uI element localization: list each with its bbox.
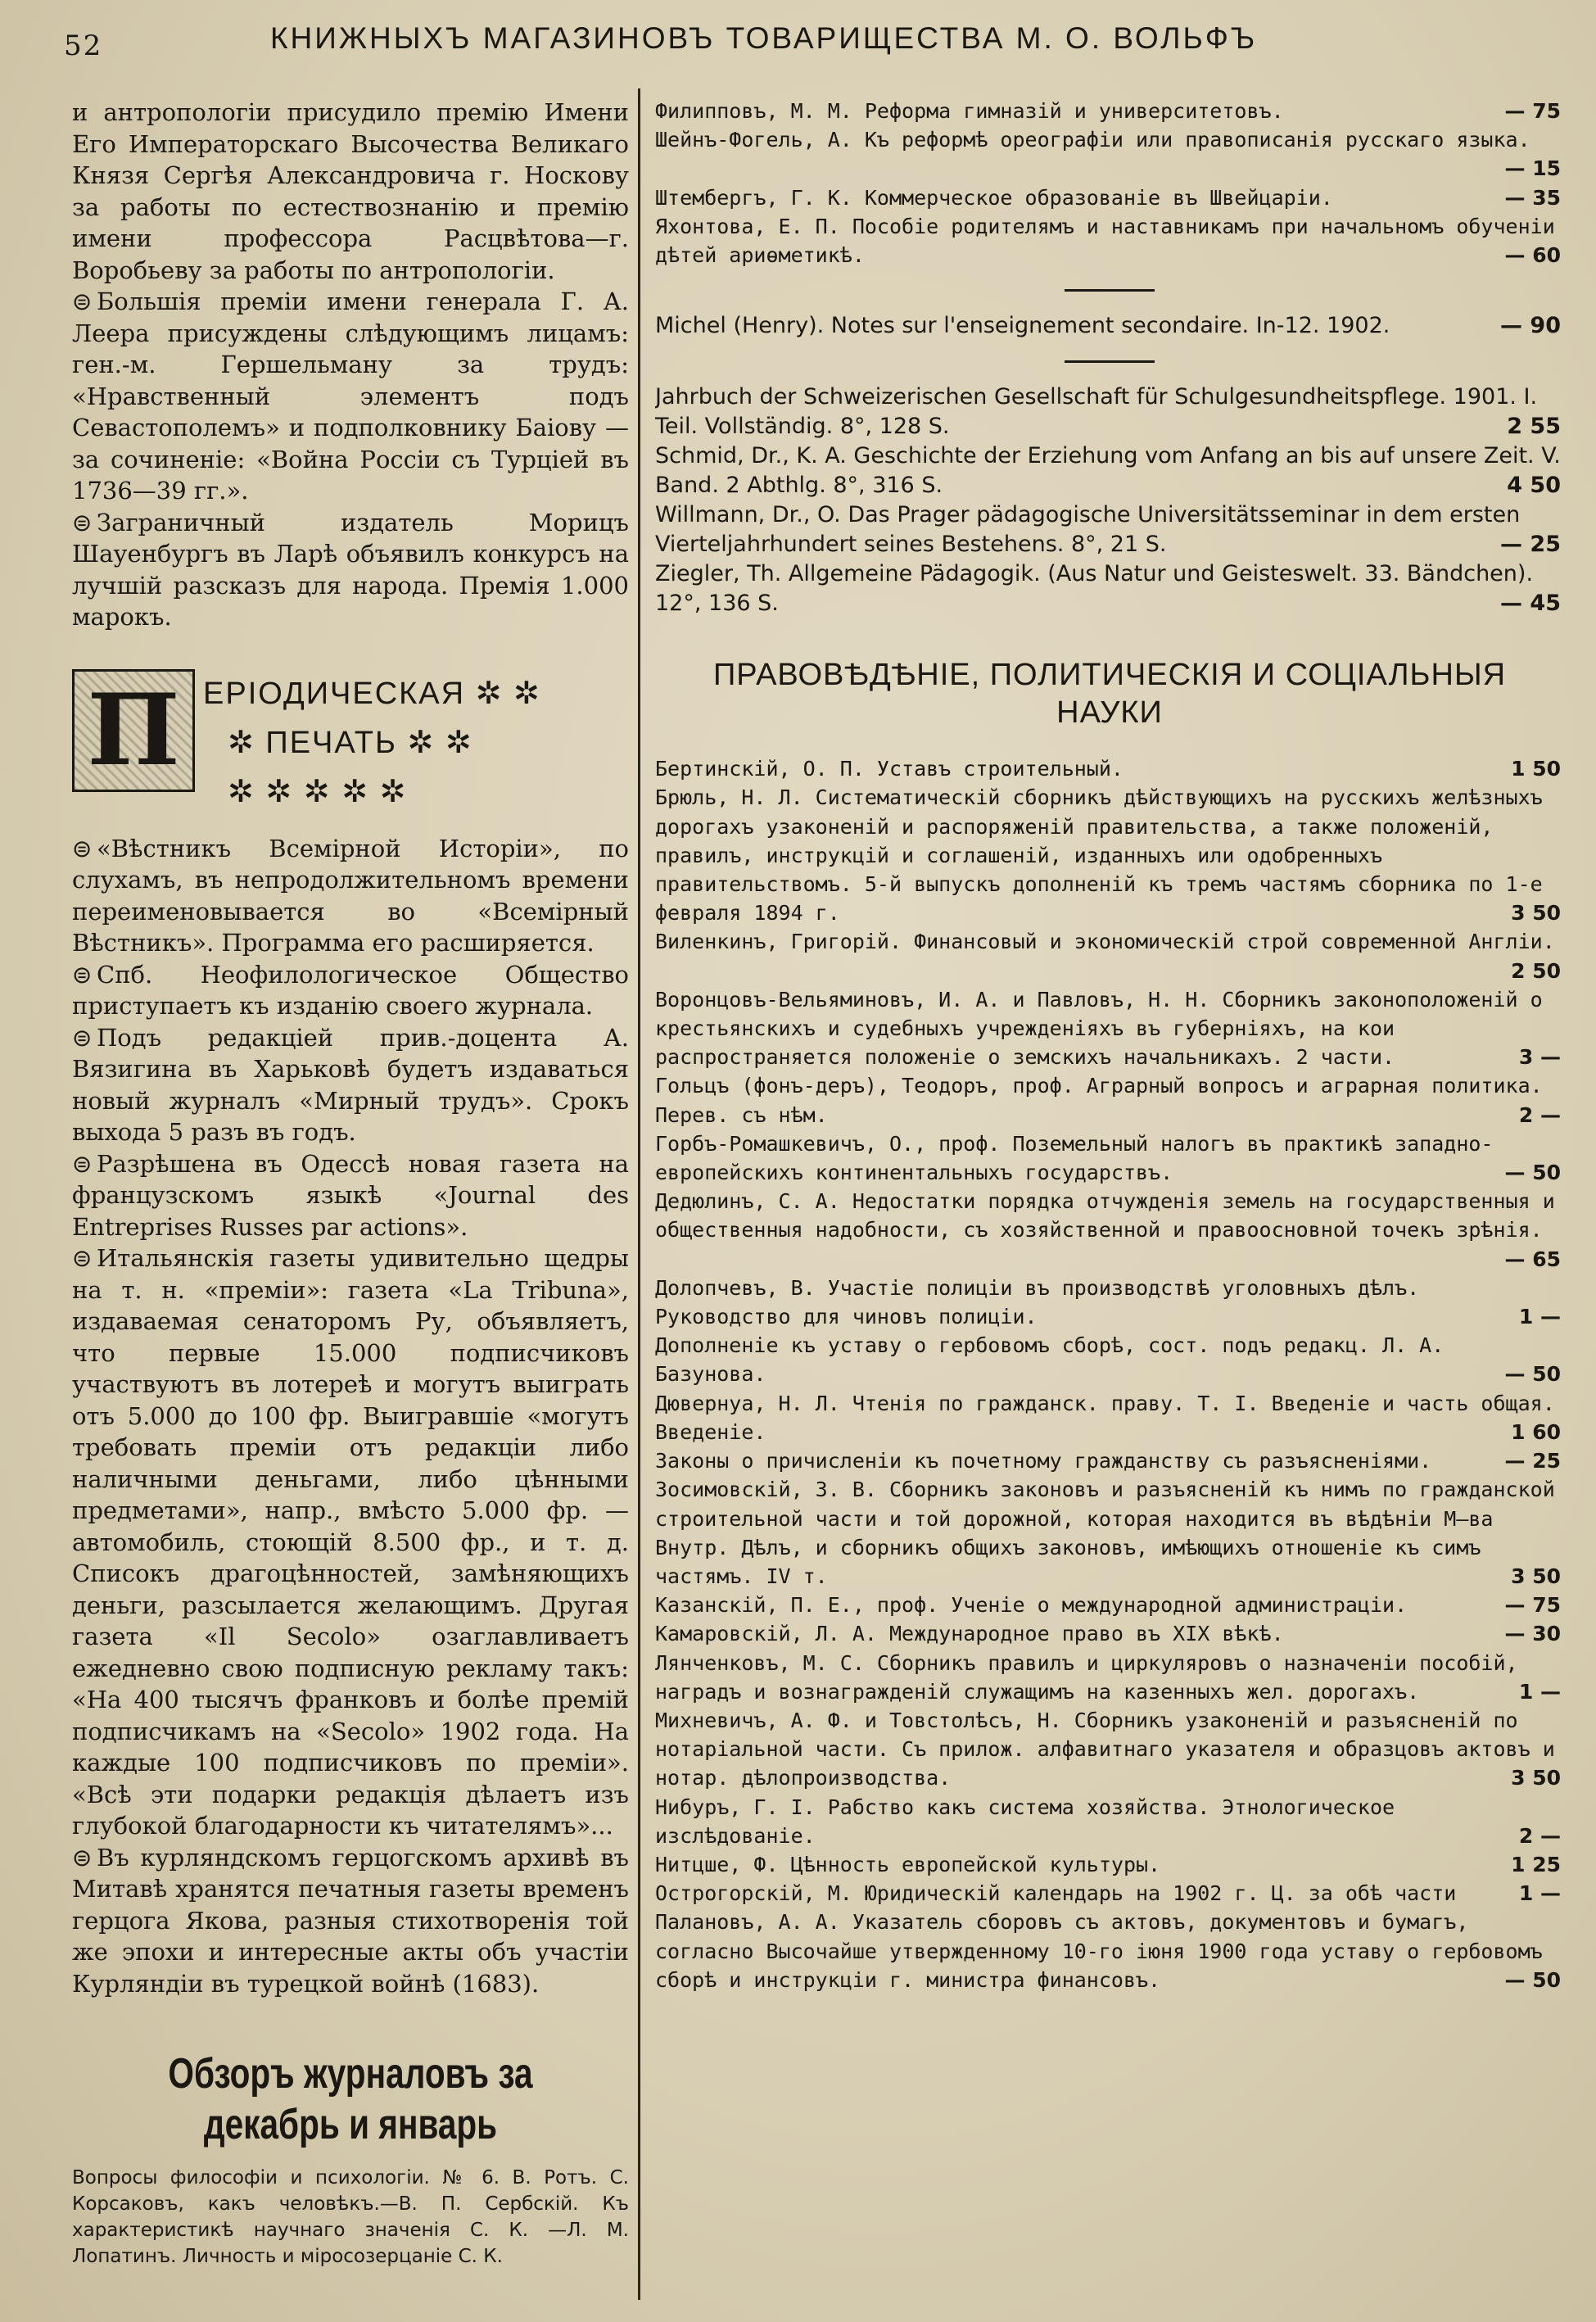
law-list — [655, 754, 1564, 1994]
catalog-entry — [655, 1850, 1564, 1879]
entry-text: Willmann, Dr., O. Das Prager pädagogische Universitätsseminar in dem ersten Vierteljahrhundert seines Bestehens. 8°, 21 S. — [655, 502, 1521, 558]
catalog-entry — [655, 1649, 1564, 1706]
page-number: 52 — [64, 29, 103, 62]
periodical-section-heading — [72, 669, 629, 808]
entry-text: Дювернуа, Н. Л. Чтенія по гражданск. праву. Т. I. Введеніе и часть общая. Введеніе. — [655, 1391, 1555, 1444]
entry-price: 1 — — [1518, 1305, 1561, 1329]
entry-price: 2 — — [1518, 1102, 1561, 1127]
catalog-entry — [655, 1879, 1564, 1908]
section-mark-icon: ⊜ — [72, 1244, 93, 1272]
german-list — [655, 382, 1564, 618]
column-divider — [638, 88, 640, 2300]
entry-price: 2 50 — [1511, 958, 1561, 983]
entry-text: Долопчевъ, В. Участіе полиціи въ производствѣ уголовныхъ дѣлъ. Руководство для чиновъ полиціи. — [655, 1275, 1420, 1329]
journals-text: Вопросы философіи и психологіи. № 6. В. Ротъ. С. Корсаковъ, какъ человѣкъ.—В. П. Сербскій. Къ характеристикѣ научнаго значенія С. К. —Л. М. Лопатинъ. Личность и міросозерцаніе С. К. — [72, 2167, 629, 2267]
entry-price: — 50 — [1504, 1967, 1561, 1992]
entry-text: Гольцъ (фонъ-деръ), Теодоръ, проф. Аграрный вопросъ и аграрная политика. Перев. съ нѣм. — [655, 1074, 1543, 1127]
catalog-entry — [655, 1331, 1564, 1388]
entry-text: Острогорскій, М. Юридическій календарь на 1902 г. Ц. за обѣ части — [655, 1881, 1457, 1906]
entry-price: — 45 — [1500, 591, 1561, 617]
entry-price: — 75 — [1504, 1593, 1561, 1618]
entry-text: Михневичъ, А. Ф. и Товстолѣсъ, Н. Сборникъ узаконеній и разъясненій по нотаріальной части. Съ прилож. алфавитнаго указателя и образцовъ актовъ и нотар. дѣлопроизводства. — [655, 1708, 1555, 1790]
catalog-entry — [655, 1591, 1564, 1619]
catalog-entry — [655, 1475, 1564, 1591]
entry-price: 2 — — [1518, 1823, 1561, 1848]
entry-price: 1 60 — [1511, 1419, 1561, 1444]
divider-rule — [1065, 289, 1155, 292]
entry-text: Казанскій, П. Е., проф. Ученіе о международной администраціи. — [655, 1593, 1408, 1618]
entry-text: Филипповъ, М. М. Реформа гимназій и университетовъ. — [655, 99, 1284, 123]
entry-text: Яхонтова, Е. П. Пособіе родителямъ и наставникамъ при начальномъ обученіи дѣтей ариѳметикѣ. — [655, 214, 1555, 268]
entry-text: Нитцше, Ф. Цѣнность европейской культуры. — [655, 1852, 1161, 1876]
entry-price: — 65 — [1504, 1247, 1561, 1271]
entry-text: Шейнъ-Фогель, А. Къ реформѣ ореографіи или правописанія русскаго языка. — [655, 128, 1530, 152]
catalog-entry — [655, 125, 1564, 183]
section-mark-icon: ⊜ — [72, 1843, 93, 1872]
catalog-entry — [655, 1619, 1564, 1648]
periodical-paragraph: ⊜ Итальянскія газеты удивительно щедры на т. н. «преміи»: газета «La Tribuna», издаваемая сенаторомъ Ру, объявляетъ, что первые 15.000 подписчиковъ участвуютъ въ лотереѣ и могутъ выиграть отъ 5.000 до 100 фр. Выигравшіе «могутъ требовать преміи отъ редакціи либо наличными деньгами, либо цѣнными предметами», напр., вмѣсто 5.000 фр. — автомобиль, стоющій 8.500 фр., и т. д. Списокъ драгоцѣнностей, замѣняющихъ деньги, разсылается желающимъ. Другая газета «Il Secolo» озаглавливаетъ ежедневно свою подписную рекламу такъ: «На 400 тысячъ франковъ и болѣе премій подписчикамъ на «Secolo» 1902 года. На каждые 100 подписчиковъ по преміи». «Всѣ эти подарки редакція дѣлаетъ изъ глубокой благодарности къ читателямъ»... — [72, 1244, 629, 1840]
catalog-entry — [655, 1129, 1564, 1187]
entry-text: Бертинскій, О. П. Уставъ строительный. — [655, 757, 1124, 781]
entry-price: 1 — — [1518, 1679, 1561, 1704]
section-mark-icon: ⊜ — [72, 1023, 93, 1052]
entry-price: 1 — — [1518, 1881, 1561, 1906]
left-column — [72, 97, 629, 2292]
entry-price: 1 25 — [1511, 1852, 1561, 1876]
catalog-entry — [655, 382, 1564, 441]
entry-price: — 60 — [1504, 243, 1561, 268]
catalog-entry — [655, 212, 1564, 269]
entry-price: — 75 — [1504, 99, 1561, 123]
entry-text: Палановъ, А. А. Указатель сборовъ съ актовъ, документовъ и бумагъ, согласно Высочайше утвержденному 10-го іюня 1900 года уставу о гербовомъ сборѣ и инструкціи г. министра финансовъ. — [655, 1910, 1543, 1992]
section-mark-icon: ⊜ — [72, 834, 93, 862]
entry-text: Воронцовъ-Вельяминовъ, И. А. и Павловъ, Н. Н. Сборникъ законоположеній о крестьянскихъ и судебныхъ учрежденіяхъ въ губерніяхъ, на кои распространяется положеніе о земскихъ начальникахъ. 2 части. — [655, 987, 1543, 1070]
catalog-entry — [655, 1908, 1564, 1994]
periodical-paragraph: ⊜ «Вѣстникъ Всемірной Исторіи», по слухамъ, въ непродолжительномъ времени переименовывается во «Всемірный Вѣстникъ». Программа его расширяется. — [72, 834, 629, 957]
entry-price: 3 50 — [1511, 1766, 1561, 1790]
entry-text: Горбъ-Ромашкевичъ, О., проф. Поземельный налогъ въ практикѣ западно-европейскихъ континентальныхъ государствъ. — [655, 1131, 1494, 1185]
catalog-entry — [655, 1071, 1564, 1129]
section-mark-icon: ⊜ — [72, 508, 93, 536]
entry-price: — 30 — [1504, 1622, 1561, 1646]
entry-text: Законы о причисленіи къ почетному гражданству съ разъясненіями. — [655, 1449, 1432, 1473]
catalog-entry — [655, 500, 1564, 559]
entry-price: — 35 — [1504, 185, 1561, 210]
entry-text: Дополненіе къ уставу о гербовомъ сборѣ, сост. подъ редакц. Л. А. Базунова. — [655, 1333, 1445, 1387]
entry-price: 3 — — [1518, 1045, 1561, 1070]
catalog-entry — [655, 1446, 1564, 1475]
entry-price: 1 50 — [1511, 757, 1561, 781]
entry-text: Виленкинъ, Григорій. Финансовый и экономическій строй современной Англіи. — [655, 930, 1555, 954]
section-mark-icon: ⊜ — [72, 960, 93, 989]
entry-text: Штембергъ, Г. К. Коммерческое образованіе въ Швейцаріи. — [655, 185, 1333, 210]
divider-rule — [1065, 360, 1155, 363]
ornamental-initial: П — [72, 669, 195, 792]
french-entry: Michel (Henry). Notes sur l'enseignement secondaire. In-12. 1902. — 90 — [655, 311, 1564, 341]
catalog-entry — [655, 985, 1564, 1072]
entry-text: Schmid, Dr., K. A. Geschichte der Erziehung vom Anfang an bis auf unsere Zeit. V. Band. 2 Abthlg. 8°, 316 S. — [655, 443, 1561, 499]
entry-price: — 50 — [1504, 1161, 1561, 1185]
entry-text: Jahrbuch der Schweizerischen Gesellschaft für Schulgesundheitspflege. 1901. I. Teil. Vollständig. 8°, 128 S. — [655, 384, 1538, 440]
right-column — [655, 97, 1564, 2300]
catalog-entry — [655, 1389, 1564, 1446]
entry-text: Брюль, Н. Л. Систематическій сборникъ дѣйствующихъ на русскихъ желѣзныхъ дорогахъ узаконеній и распоряженій правительства, а также положеній, правилъ, инструкцій и соглашеній, изданныхъ или одобренныхъ правительствомъ. 5-й выпускъ дополненій къ тремъ частямъ сборника по 1-е февраля 1894 г. — [655, 785, 1543, 926]
law-section-heading: ПРАВОВѢДѢНІЕ, ПОЛИТИЧЕСКІЯ И СОЦІАЛЬНЫЯ НАУКИ — [712, 658, 1507, 731]
catalog-entry — [655, 1706, 1564, 1793]
catalog-entry — [655, 927, 1564, 984]
intro-paragraph: ⊜ Заграничный издатель Морицъ Шауенбургъ въ Ларѣ объявилъ конкурсъ на лучшій разсказъ для народа. Премія 1.000 марокъ. — [72, 508, 629, 631]
catalog-entry — [655, 1187, 1564, 1274]
entry-price: — 90 — [1500, 313, 1561, 339]
section-mark-icon: ⊜ — [72, 287, 93, 315]
entry-price: — 25 — [1500, 532, 1561, 558]
entry-price: 3 50 — [1511, 1564, 1561, 1588]
catalog-entry — [655, 1274, 1564, 1331]
running-title: КНИЖНЫХЪ МАГАЗИНОВЪ ТОВАРИЩЕСТВА М. О. ВОЛЬФЪ — [270, 21, 1258, 55]
intro-paragraph: ⊜ Большія преміи имени генерала Г. А. Леера присуждены слѣдующимъ лицамъ: ген.-м. Гершельману за трудъ: «Нравственный элементъ подъ Севастополемъ» и подполковнику Баіову — за сочиненіе: «Война Россіи съ Турціей въ 1736—39 гг.». — [72, 287, 629, 505]
section-title: ЕРІОДИЧЕСКАЯ ✲ ✲ ✲ ПЕЧАТЬ ✲ ✲ ✲ ✲ ✲ ✲ ✲ — [203, 676, 541, 809]
catalog-entry — [655, 559, 1564, 618]
entry-price: — 50 — [1504, 1362, 1561, 1387]
catalog-entry — [655, 183, 1564, 212]
entry-price: — 25 — [1504, 1449, 1561, 1473]
periodical-paragraph: ⊜ Въ курляндскомъ герцогскомъ архивѣ въ Митавѣ хранятся печатныя газеты временъ герцога Якова, разныя стихотворенія той же эпохи и интересные акты объ участіи Курляндіи въ турецкой войнѣ (1683). — [72, 1843, 629, 1998]
section-mark-icon: ⊜ — [72, 1149, 93, 1178]
page-header — [0, 11, 1596, 61]
entry-price: 4 50 — [1507, 473, 1561, 499]
entry-price: — 15 — [1504, 156, 1561, 181]
periodical-paragraph: ⊜ Спб. Неофилологическое Общество приступаетъ къ изданію своего журнала. — [72, 960, 629, 1020]
periodical-paragraph: ⊜ Подъ редакціей прив.-доцента А. Вязигина въ Харьковѣ будетъ издаваться новый журналъ «Мирный трудъ». Срокъ выхода 5 разъ въ годъ. — [72, 1023, 629, 1146]
entry-price: 2 55 — [1507, 414, 1561, 440]
catalog-entry — [655, 1793, 1564, 1850]
entry-text: Лянченковъ, М. С. Сборникъ правилъ и циркуляровъ о назначеніи пособій, наградъ и вознагражденій служащимъ на казенныхъ жел. дорогахъ. — [655, 1650, 1518, 1704]
entry-text: Дедюлинъ, С. А. Недостатки порядка отчужденія земель на государственныя и общественныя надобности, съ хозяйственной и правоосновной точекъ зрѣнія. — [655, 1189, 1555, 1242]
periodical-paragraph: ⊜ Разрѣшена въ Одессѣ новая газета на французскомъ языкѣ «Journal des Entreprises Russes par actions». — [72, 1149, 629, 1241]
catalog-entry — [655, 441, 1564, 500]
journals-heading: Обзоръ журналовъ за декабрь и январь — [168, 2050, 533, 2148]
entry-text: Нибуръ, Г. І. Рабство какъ система хозяйства. Этнологическое изслѣдованіе. — [655, 1795, 1395, 1848]
entry-text: Ziegler, Th. Allgemeine Pädagogik. (Aus Natur und Geisteswelt. 33. Bändchen). 12°, 136 S. — [655, 561, 1534, 617]
intro-paragraph: и антропологіи присудило премію Имени Его Императорскаго Высочества Великаго Князя Сергѣя Александровича г. Носкову за работы по естествознанію и премію имени профессора Расцвѣтова—г. Воробьеву за работы по антропологіи. — [72, 98, 629, 284]
entry-text: Камаровскій, Л. А. Международное право въ XIX вѣкѣ. — [655, 1622, 1284, 1646]
entry-price: 3 50 — [1511, 901, 1561, 926]
catalog-entry — [655, 783, 1564, 927]
catalog-entry — [655, 97, 1564, 125]
entry-text: Зосимовскій, З. В. Сборникъ законовъ и разъясненій къ нимъ по гражданской строительной части и той дорожной, которая находится въ вѣдѣніи М—ва Внутр. Дѣлъ, и сборникъ общихъ законовъ, имѣющихъ отношеніе къ симъ частямъ. IV т. — [655, 1478, 1555, 1588]
catalog-entry — [655, 754, 1564, 783]
pedagogy-list — [655, 97, 1564, 269]
